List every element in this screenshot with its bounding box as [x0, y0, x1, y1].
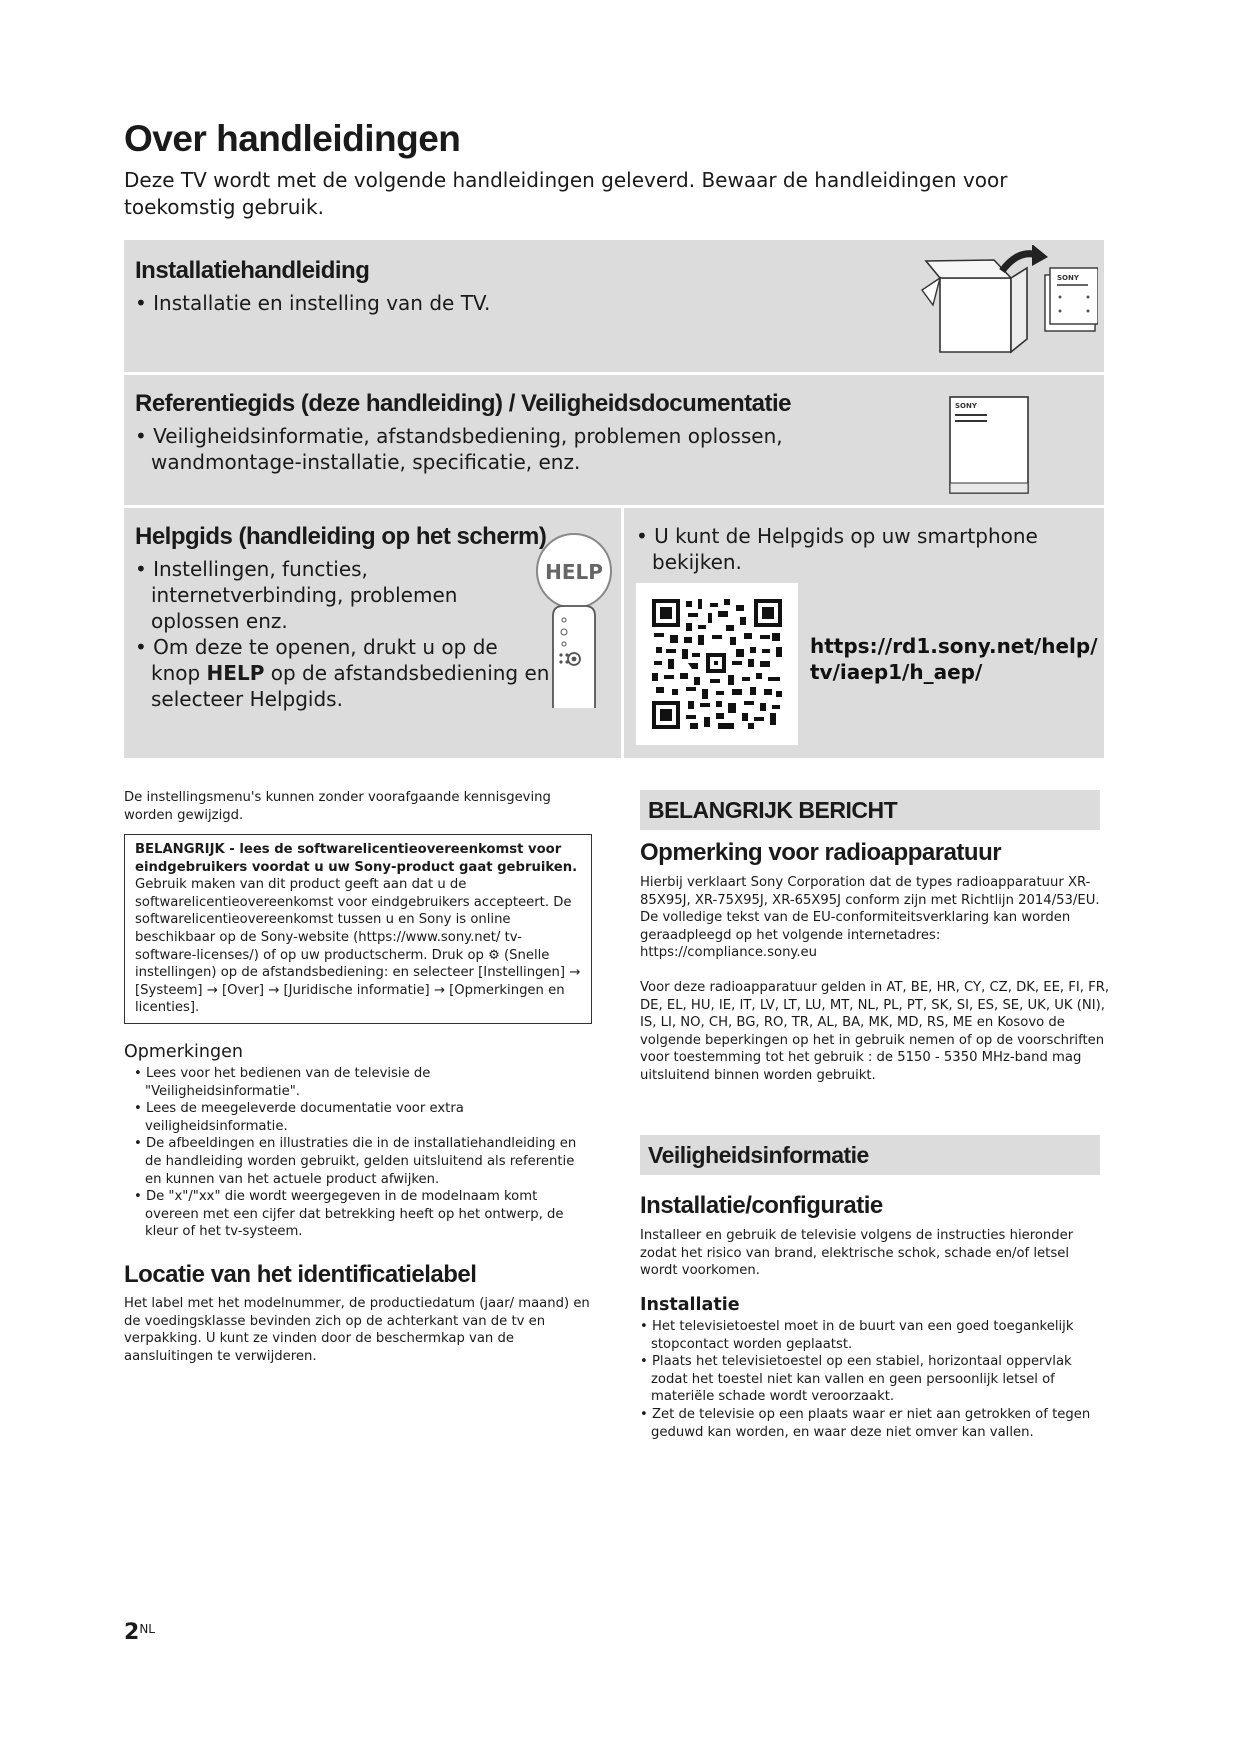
list-item: • Lees voor het bedienen van de televisie de "Veiligheidsinformatie". [134, 1066, 431, 1099]
remarks-title: Opmerkingen [124, 1042, 243, 1062]
label-location-title: Locatie van het identificatielabel [124, 1261, 477, 1288]
intro-text: Deze TV wordt met de volgende handleidingen geleverd. Bewaar de handleidingen voor toekomstig gebruik. [124, 168, 1008, 219]
help-guide-title: Helpgids (handleiding op het scherm) [135, 523, 547, 550]
reference-guide-title: Referentiegids (deze handleiding) / Veiligheidsdocumentatie [135, 390, 791, 417]
remote-help-button-icon [531, 528, 621, 708]
menu-change-notice: De instellingsmenu's kunnen zonder voorafgaande kennisgeving worden gewijzigd. [124, 790, 551, 823]
installation-list [640, 1318, 1106, 1441]
radio-notice-text: Hierbij verklaart Sony Corporation dat de types radioapparatuur XR-85X95J, XR-75X95J, XR-65X95J conform zijn met Richtlijn 2014/53/EU. De volledige tekst van de EU-conformiteitsverklaring kan worden geraadpleegd op het volgende internetadres: https://compliance.sony.eu [640, 875, 1100, 961]
help-url-line2[interactable]: tv/iaep1/h_aep/ [810, 660, 983, 684]
license-notice-bold: BELANGRIJK - lees de softwarelicentieovereenkomst voor eindgebruikers voordat u uw Sony-product gaat gebruiken. [135, 842, 578, 875]
license-notice-text: Gebruik maken van dit product geeft aan dat u de softwarelicentieovereenkomst voor eindgebruikers accepteert. De softwarelicentieovereenkomst tussen u en Sony is online beschikbaar op de Sony-website (https://www.sony.net/ tv-software-licenses/) of op uw productscherm. Druk op [135, 877, 572, 963]
help-url[interactable] [810, 633, 1100, 685]
reference-guide-bullet: • Veiligheidsinformatie, afstandsbediening, problemen oplossen, wandmontage-installatie, specificatie, enz. [135, 424, 783, 474]
list-item: • De afbeeldingen en illustraties die in de installatiehandleiding en de handleiding worden gebruikt, gelden uitsluitend als referentie en kunnen van het actuele product afwijken. [134, 1136, 577, 1187]
installation-title: Installatie [640, 1295, 740, 1315]
important-notice-band [640, 790, 1100, 830]
help-open-text-post: op de afstandsbediening en selecteer Helpgids. [151, 661, 550, 711]
svg-text:SONY: SONY [955, 402, 977, 410]
safety-info-band [640, 1135, 1100, 1175]
reference-guide-panel [124, 375, 1104, 505]
radio-notice-title: Opmerking voor radioapparatuur [640, 839, 1002, 866]
help-guide-bullet-open [135, 634, 551, 712]
page-number [124, 1620, 155, 1645]
page-lang: NL [139, 1622, 155, 1636]
label-location-text: Het label met het modelnummer, de productiedatum (jaar/ maand) en de voedingsklasse bevinden zich op de achterkant van de tv en verpakking. U kunt ze vinden door de beschermkap van de aansluitingen te verwijderen. [124, 1296, 590, 1364]
install-guide-panel [124, 240, 1104, 372]
box-and-manual-icon [898, 245, 1098, 365]
install-guide-title: Installatiehandleiding [135, 257, 370, 284]
safety-info-title: Veiligheidsinformatie [648, 1142, 869, 1168]
page-title: Over handleidingen [124, 118, 461, 159]
license-notice-box [124, 834, 592, 1024]
page-number-value: 2 [124, 1620, 140, 1645]
list-item: • Het televisietoestel moet in de buurt van een goed toegankelijk stopcontact worden geplaatst. [640, 1319, 1074, 1352]
list-item: • De "x"/"xx" die wordt weergegeven in de modelnaam komt overeen met een cijfer dat betrekking heeft op het ontwerp, de kleur of het tv-systeem. [134, 1189, 564, 1240]
help-smartphone-panel [624, 508, 1104, 758]
install-guide-bullet: • Installatie en instelling van de TV. [135, 291, 491, 315]
qr-code [652, 599, 782, 729]
reference-booklet-icon [948, 395, 1032, 497]
list-item: • Zet de televisie op een plaats waar er niet aan getrokken of tegen geduwd kan worden, en waar deze niet omver kan vallen. [640, 1406, 1091, 1440]
gear-icon: ⚙ [488, 947, 500, 963]
list-item: • Lees de meegeleverde documentatie voor extra veiligheidsinformatie. [134, 1101, 464, 1134]
remarks-list [134, 1065, 584, 1241]
smartphone-bullet: • U kunt de Helpgids op uw smartphone bekijken. [636, 524, 1038, 574]
help-url-line1[interactable]: https://rd1.sony.net/help/ [810, 634, 1098, 658]
help-guide-bullet-features: • Instellingen, functies, internetverbinding, problemen oplossen enz. [135, 557, 458, 633]
help-key-label: HELP [206, 661, 265, 685]
qr-code-box [636, 583, 798, 745]
installation-config-text: Installeer en gebruik de televisie volgens de instructies hieronder zodat het risico van brand, elektrische schok, schade en/of letsel wordt voorkomen. [640, 1228, 1074, 1279]
installation-config-title: Installatie/configuratie [640, 1192, 883, 1219]
svg-text:HELP: HELP [545, 560, 603, 584]
help-open-text-pre: • Om deze te openen, drukt u op de knop [135, 635, 498, 685]
help-guide-panel [124, 508, 621, 758]
radio-countries-text: Voor deze radioapparatuur gelden in AT, BE, HR, CY, CZ, DK, EE, FI, FR, DE, EL, HU, IE, IT, LV, LT, LU, MT, NL, PL, PT, SK, SI, ES, SE, UK, UK (NI), IS, LI, NO, CH, BG, RO, TR, AL, BA, MK, MD, RS, ME en Kosovo de volgende beperkingen op het in gebruik nemen of op de voorschriften voor toestemming tot het gebruik : de 5150 - 5350 MHz-band mag uitsluitend binnen worden gebruikt. [640, 980, 1110, 1083]
list-item: • Plaats het televisietoestel op een stabiel, horizontaal oppervlak zodat het toestel niet kan vallen en geen persoonlijk letsel of materiële schade wordt veroorzaakt. [640, 1354, 1072, 1405]
svg-text:SONY: SONY [1057, 274, 1079, 282]
license-notice-text-2: (Snelle instellingen) op de afstandsbediening: en selecteer [Instellingen] → [Systeem] → [Over] → [Juridische informatie] → [Opmerkingen en licenties]. [135, 947, 581, 1016]
important-notice-title: BELANGRIJK BERICHT [648, 797, 898, 823]
